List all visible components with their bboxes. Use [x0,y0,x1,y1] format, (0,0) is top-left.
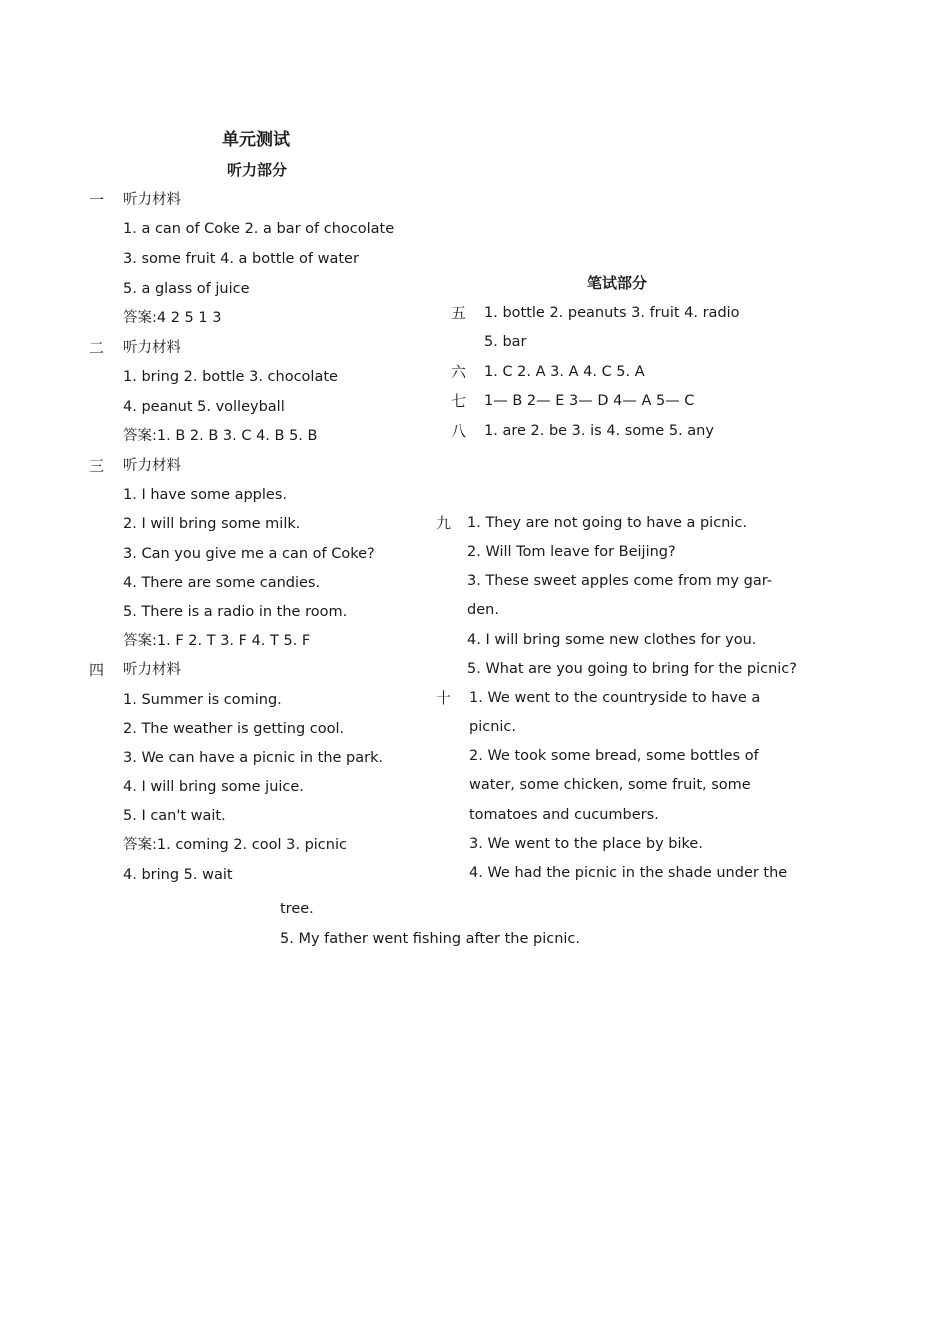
section-3-line: 2. I will bring some milk. [123,516,301,532]
section-3-number: 三 [89,457,105,475]
listening-heading: 听力部分 [227,161,288,179]
section-10-line: picnic. [469,719,517,735]
section-1-answer: 答案:4 2 5 1 3 [123,310,222,326]
writing-heading: 笔试部分 [587,274,648,292]
section-5-number: 五 [451,304,467,322]
section-3-line: 4. There are some candies. [123,575,321,591]
section-10-line: 4. We had the picnic in the shade under the [469,865,788,881]
section-4-line: 4. I will bring some juice. [123,779,304,795]
section-1-line: 3. some fruit 4. a bottle of water [123,251,359,267]
section-10-line: 5. My father went fishing after the picnic. [280,931,580,947]
section-1-line: 1. a can of Coke 2. a bar of chocolate [123,221,395,237]
section-4-line: 5. I can't wait. [123,808,226,824]
section-9-line: 5. What are you going to bring for the picnic? [467,661,797,677]
section-8-line: 1. are 2. be 3. is 4. some 5. any [484,423,714,439]
section-6-number: 六 [451,363,467,381]
section-9-line: den. [467,602,499,618]
section-4-line: 3. We can have a picnic in the park. [123,750,384,766]
section-10-line: 2. We took some bread, some bottles of [469,748,759,764]
section-1-number: 一 [89,191,105,209]
section-9-line: 1. They are not going to have a picnic. [467,515,747,531]
section-3-line: 5. There is a radio in the room. [123,604,348,620]
section-9-number: 九 [436,514,452,532]
section-4-answer: 4. bring 5. wait [123,867,233,883]
section-6-line: 1. C 2. A 3. A 4. C 5. A [484,364,645,380]
section-10-line: tomatoes and cucumbers. [469,807,659,823]
section-3-answer: 答案:1. F 2. T 3. F 4. T 5. F [123,633,311,649]
section-2-label: 听力材料 [123,340,181,356]
page-title: 单元测试 [222,130,290,150]
section-4-line: 1. Summer is coming. [123,692,282,708]
section-2-number: 二 [89,339,105,357]
section-1-label: 听力材料 [123,192,181,208]
section-9-line: 2. Will Tom leave for Beijing? [467,544,676,560]
section-7-line: 1— B 2— E 3— D 4— A 5— C [484,393,695,409]
section-8-number: 八 [451,422,467,440]
section-2-answer: 答案:1. B 2. B 3. C 4. B 5. B [123,428,318,444]
section-4-line: 2. The weather is getting cool. [123,721,345,737]
section-3-line: 3. Can you give me a can of Coke? [123,546,375,562]
section-10-line: 1. We went to the countryside to have a [469,690,761,706]
section-4-number: 四 [89,661,105,679]
section-1-line: 5. a glass of juice [123,281,250,297]
section-9-line: 3. These sweet apples come from my gar- [467,573,772,589]
section-5-line: 1. bottle 2. peanuts 3. fruit 4. radio [484,305,740,321]
section-10-line: tree. [280,901,314,917]
section-2-line: 1. bring 2. bottle 3. chocolate [123,369,338,385]
section-10-line: 3. We went to the place by bike. [469,836,703,852]
section-3-line: 1. I have some apples. [123,487,288,503]
section-4-answer: 答案:1. coming 2. cool 3. picnic [123,837,347,853]
section-9-line: 4. I will bring some new clothes for you. [467,632,757,648]
section-10-line: water, some chicken, some fruit, some [469,777,751,793]
section-5-line: 5. bar [484,334,527,350]
section-7-number: 七 [451,392,467,410]
section-3-label: 听力材料 [123,458,181,474]
section-10-number: 十 [436,689,452,707]
section-2-line: 4. peanut 5. volleyball [123,399,285,415]
section-4-label: 听力材料 [123,662,181,678]
